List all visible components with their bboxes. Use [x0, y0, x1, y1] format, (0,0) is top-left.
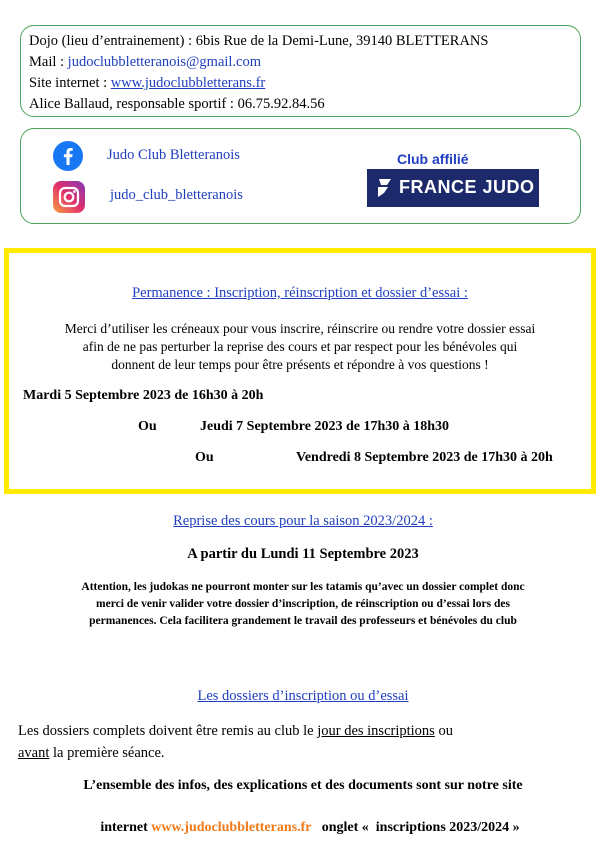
permanence-text-3: donnent de leur temps pour être présents et répondre à vos questions !: [111, 357, 489, 372]
dossiers-text-jour: jour des inscriptions: [317, 723, 435, 739]
mail-label: Mail :: [29, 54, 68, 70]
france-judo-text: FRANCE JUDO: [399, 177, 535, 197]
dossiers-title: Les dossiers d’inscription ou d’essai: [197, 688, 409, 704]
dossiers-text-a: Les dossiers: [18, 723, 93, 739]
site-link[interactable]: www.judoclubbletterans.fr: [110, 75, 266, 91]
reprise-title: Reprise des cours pour la saison 2023/2024 :: [173, 513, 433, 529]
facebook-icon[interactable]: [53, 141, 83, 171]
contact-box: [20, 25, 581, 117]
dossiers-text-complets: complets: [92, 723, 146, 739]
site-label: Site internet :: [29, 75, 111, 91]
dossiers-text-seance: la première séance.: [49, 745, 165, 761]
info-site-link[interactable]: www.judoclubbletterans.fr: [151, 820, 312, 835]
mail-line: [29, 52, 580, 73]
reprise-note-1: Attention, les judokas ne pourront monter sur les tatamis qu’avec un dossier complet donc: [81, 581, 525, 593]
permanence-text-2: afin de ne pas perturber la reprise des cours et par respect pour les bénévoles qui: [82, 339, 518, 354]
or-2: Ou: [195, 450, 214, 465]
instagram-name[interactable]: judo_club_bletteranois: [110, 187, 243, 203]
facebook-name[interactable]: Judo Club Bletteranois: [107, 147, 240, 163]
or-1: Ou: [138, 419, 157, 434]
reprise-note-2: merci de venir valider votre dossier d’inscription, de réinscription ou d’essai lors des: [96, 598, 510, 610]
reprise-date: A partir du Lundi 11 Septembre 2023: [187, 546, 419, 562]
slot-3: Vendredi 8 Septembre 2023 de 17h30 à 20h: [296, 450, 553, 465]
permanence-title: Permanence : Inscription, réinscription et dossier d’essai :: [132, 285, 468, 301]
dossiers-text: [18, 720, 453, 764]
site-line: [29, 73, 580, 94]
info-line-2-a: internet: [100, 820, 152, 835]
reprise-note-3: permanences. Cela facilitera grandement le travail des professeurs et bénévoles du club: [89, 615, 517, 627]
affilie-label: Club affilié: [397, 151, 469, 167]
info-line-2-b: onglet « inscriptions 2023/2024 »: [311, 820, 520, 835]
social-box: [20, 128, 581, 224]
info-line-1: L’ensemble des infos, des explications et des documents sont sur notre site: [83, 778, 523, 793]
permanence-box: [4, 248, 596, 494]
slot-1: Mardi 5 Septembre 2023 de 16h30 à 20h: [23, 388, 264, 403]
mail-link[interactable]: judoclubbletteranois@gmail.com: [67, 54, 262, 70]
dojo-address: Dojo (lieu d’entrainement) : 6bis Rue de la Demi-Lune, 39140 BLETTERANS: [29, 33, 489, 49]
dossiers-text-avant: avant: [18, 745, 50, 761]
slot-2: Jeudi 7 Septembre 2023 de 17h30 à 18h30: [200, 419, 450, 434]
responsable-line: Alice Ballaud, responsable sportif : 06.75.92.84.56: [29, 96, 325, 112]
info-block: [0, 775, 606, 859]
instagram-icon[interactable]: [53, 181, 85, 213]
france-judo-logo: [367, 169, 539, 207]
permanence-text-1: Merci d’utiliser les créneaux pour vous inscrire, réinscrire ou rendre votre dossier essai: [64, 321, 536, 336]
france-judo-mark-icon: [375, 177, 395, 199]
dossiers-text-ou: ou: [434, 723, 453, 739]
dossiers-text-c: doivent être remis au club le: [145, 723, 318, 739]
